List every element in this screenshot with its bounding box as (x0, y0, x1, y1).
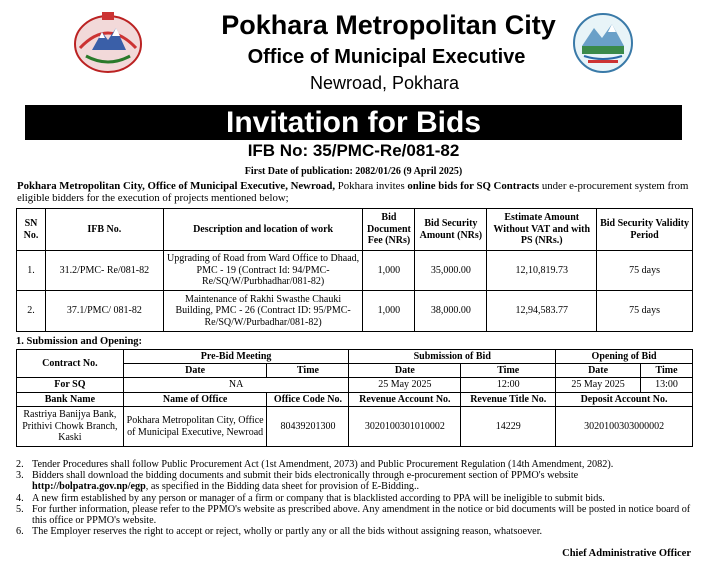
col-fee: Bid Document Fee (NRs) (363, 209, 415, 251)
col-sn: SN No. (17, 209, 46, 251)
cell-security: 38,000.00 (415, 291, 487, 332)
col-prebid-date: Date (123, 364, 267, 378)
cell-office-name: Pokhara Metropolitan City, Office of Municipal Executive, Newroad (123, 407, 267, 447)
cell-validity: 75 days (597, 291, 693, 332)
col-office-name: Name of Office (123, 393, 267, 407)
schedule-table (16, 349, 693, 447)
cell-prebid-value: NA (123, 378, 349, 393)
cell-revenue-account: 3020100301010002 (349, 407, 461, 447)
notes-list (16, 459, 696, 537)
cell-sn: 2. (17, 291, 46, 332)
col-submission: Submission of Bid (349, 350, 556, 364)
intro-bold: online bids for SQ Contracts (407, 180, 540, 192)
cell-row-label: For SQ (17, 378, 124, 393)
intro-text-1: Pokhara invites (335, 180, 408, 192)
cell-security: 35,000.00 (415, 251, 487, 291)
table-row (17, 378, 693, 393)
cell-bank-name: Rastriya Banijya Bank, Prithivi Chowk Branch, Kaski (17, 407, 124, 447)
list-item (16, 504, 696, 526)
list-item (16, 459, 696, 470)
col-open-date: Date (556, 364, 641, 378)
col-contract-no: Contract No. (17, 350, 124, 378)
col-office-code: Office Code No. (267, 393, 349, 407)
cell-sub-date: 25 May 2025 (349, 378, 461, 393)
table-row (17, 291, 693, 332)
list-item (16, 493, 696, 504)
table-row (17, 251, 693, 291)
list-item (16, 470, 696, 492)
cell-deposit-account: 3020100303000002 (556, 407, 693, 447)
cell-estimate: 12,94,583.77 (487, 291, 597, 332)
col-revenue-title: Revenue Title No. (461, 393, 556, 407)
cell-open-date: 25 May 2025 (556, 378, 641, 393)
cell-validity: 75 days (597, 251, 693, 291)
note-text-a: Bidders shall download the bidding documents and submit their bids electronically through e-procurement section of PPMO's website (32, 470, 579, 482)
note-text: The Employer reserves the right to accept or reject, wholly or partly any or all the bids without assigning reason, whatsoever. (32, 526, 543, 538)
notice-banner: Invitation for Bids (25, 105, 682, 140)
note-text (32, 470, 696, 492)
letterhead (0, 0, 707, 104)
cell-sn: 1. (17, 251, 46, 291)
cell-ifb: 37.1/PMC/ 081-82 (45, 291, 163, 332)
intro-paragraph (17, 180, 693, 204)
note-text: A new firm established by any person or manager of a firm or company that is blacklisted according to PPA will be ineligible to submit bids. (32, 492, 605, 504)
note-number: 5. (16, 503, 24, 515)
cell-sub-time: 12:00 (461, 378, 556, 393)
signature: Chief Administrative Officer (562, 548, 691, 559)
col-revenue-account: Revenue Account No. (349, 393, 461, 407)
publication-date: First Date of publication: 2082/01/26 (9 April 2025) (244, 166, 463, 177)
list-item (16, 526, 696, 537)
cell-open-time: 13:00 (641, 378, 693, 393)
header-address: Newroad, Pokhara (309, 73, 460, 93)
bids-table (16, 208, 693, 332)
note-number: 2. (16, 459, 24, 470)
intro-text-2: under e-procurement system from eligible bidders for the execution of projects mentioned below; (17, 180, 689, 204)
cell-description: Maintenance of Rakhi Swasthe Chauki Building, PMC - 26 (Contract ID: 95/PMC-Re/SQ/W/Purbadhar/081-82) (163, 291, 363, 332)
cell-estimate: 12,10,819.73 (487, 251, 597, 291)
table-row (17, 407, 693, 447)
cell-fee: 1,000 (363, 251, 415, 291)
intro-entity: Pokhara Metropolitan City, Office of Municipal Executive, Newroad, (17, 180, 336, 192)
ifb-number: IFB No: 35/PMC-Re/081-82 (247, 141, 460, 160)
col-security: Bid Security Amount (NRs) (415, 209, 487, 251)
cell-revenue-title: 14229 (461, 407, 556, 447)
note-text: Tender Procedures shall follow Public Procurement Act (1st Amendment, 2073) and Public Procurement Regulation (14th Amendment, 2082). (32, 459, 614, 470)
col-description: Description and location of work (163, 209, 363, 251)
header-title: Pokhara Metropolitan City (221, 10, 556, 40)
cell-fee: 1,000 (363, 291, 415, 332)
col-sub-time: Time (461, 364, 556, 378)
note-text-b: , as specified in the Bidding data sheet for provision of E-Bidding.. (145, 481, 420, 493)
bolpatra-link[interactable]: http://bolpatra.gov.np/egp (32, 481, 146, 493)
cell-description: Upgrading of Road from Ward Office to Dhaad, PMC - 19 (Contract Id: 94/PMC-Re/SQ/W/Purbhadhar/081-82) (163, 251, 363, 291)
col-bank-name: Bank Name (17, 393, 124, 407)
col-prebid-time: Time (267, 364, 349, 378)
note-number: 4. (16, 492, 24, 504)
cell-office-code: 80439201300 (267, 407, 349, 447)
col-estimate: Estimate Amount Without VAT and with PS (NRs.) (487, 209, 597, 251)
col-prebid: Pre-Bid Meeting (123, 350, 349, 364)
note-number: 6. (16, 526, 24, 538)
col-sub-date: Date (349, 364, 461, 378)
col-ifb: IFB No. (45, 209, 163, 251)
note-number: 3. (16, 470, 24, 482)
table-header-row (17, 209, 693, 251)
col-deposit-account: Deposit Account No. (556, 393, 693, 407)
col-opening: Opening of Bid (556, 350, 693, 364)
note-text: For further information, please refer to the PPMO's website as prescribed above. Any amendment in the notice or bid documents will be posted in notice board of this office or PPMO's website. (32, 503, 691, 527)
col-validity: Bid Security Validity Period (597, 209, 693, 251)
header-office: Office of Municipal Executive (247, 46, 526, 68)
cell-ifb: 31.2/PMC- Re/081-82 (45, 251, 163, 291)
col-open-time: Time (641, 364, 693, 378)
section-title-submission: 1. Submission and Opening: (16, 336, 143, 347)
